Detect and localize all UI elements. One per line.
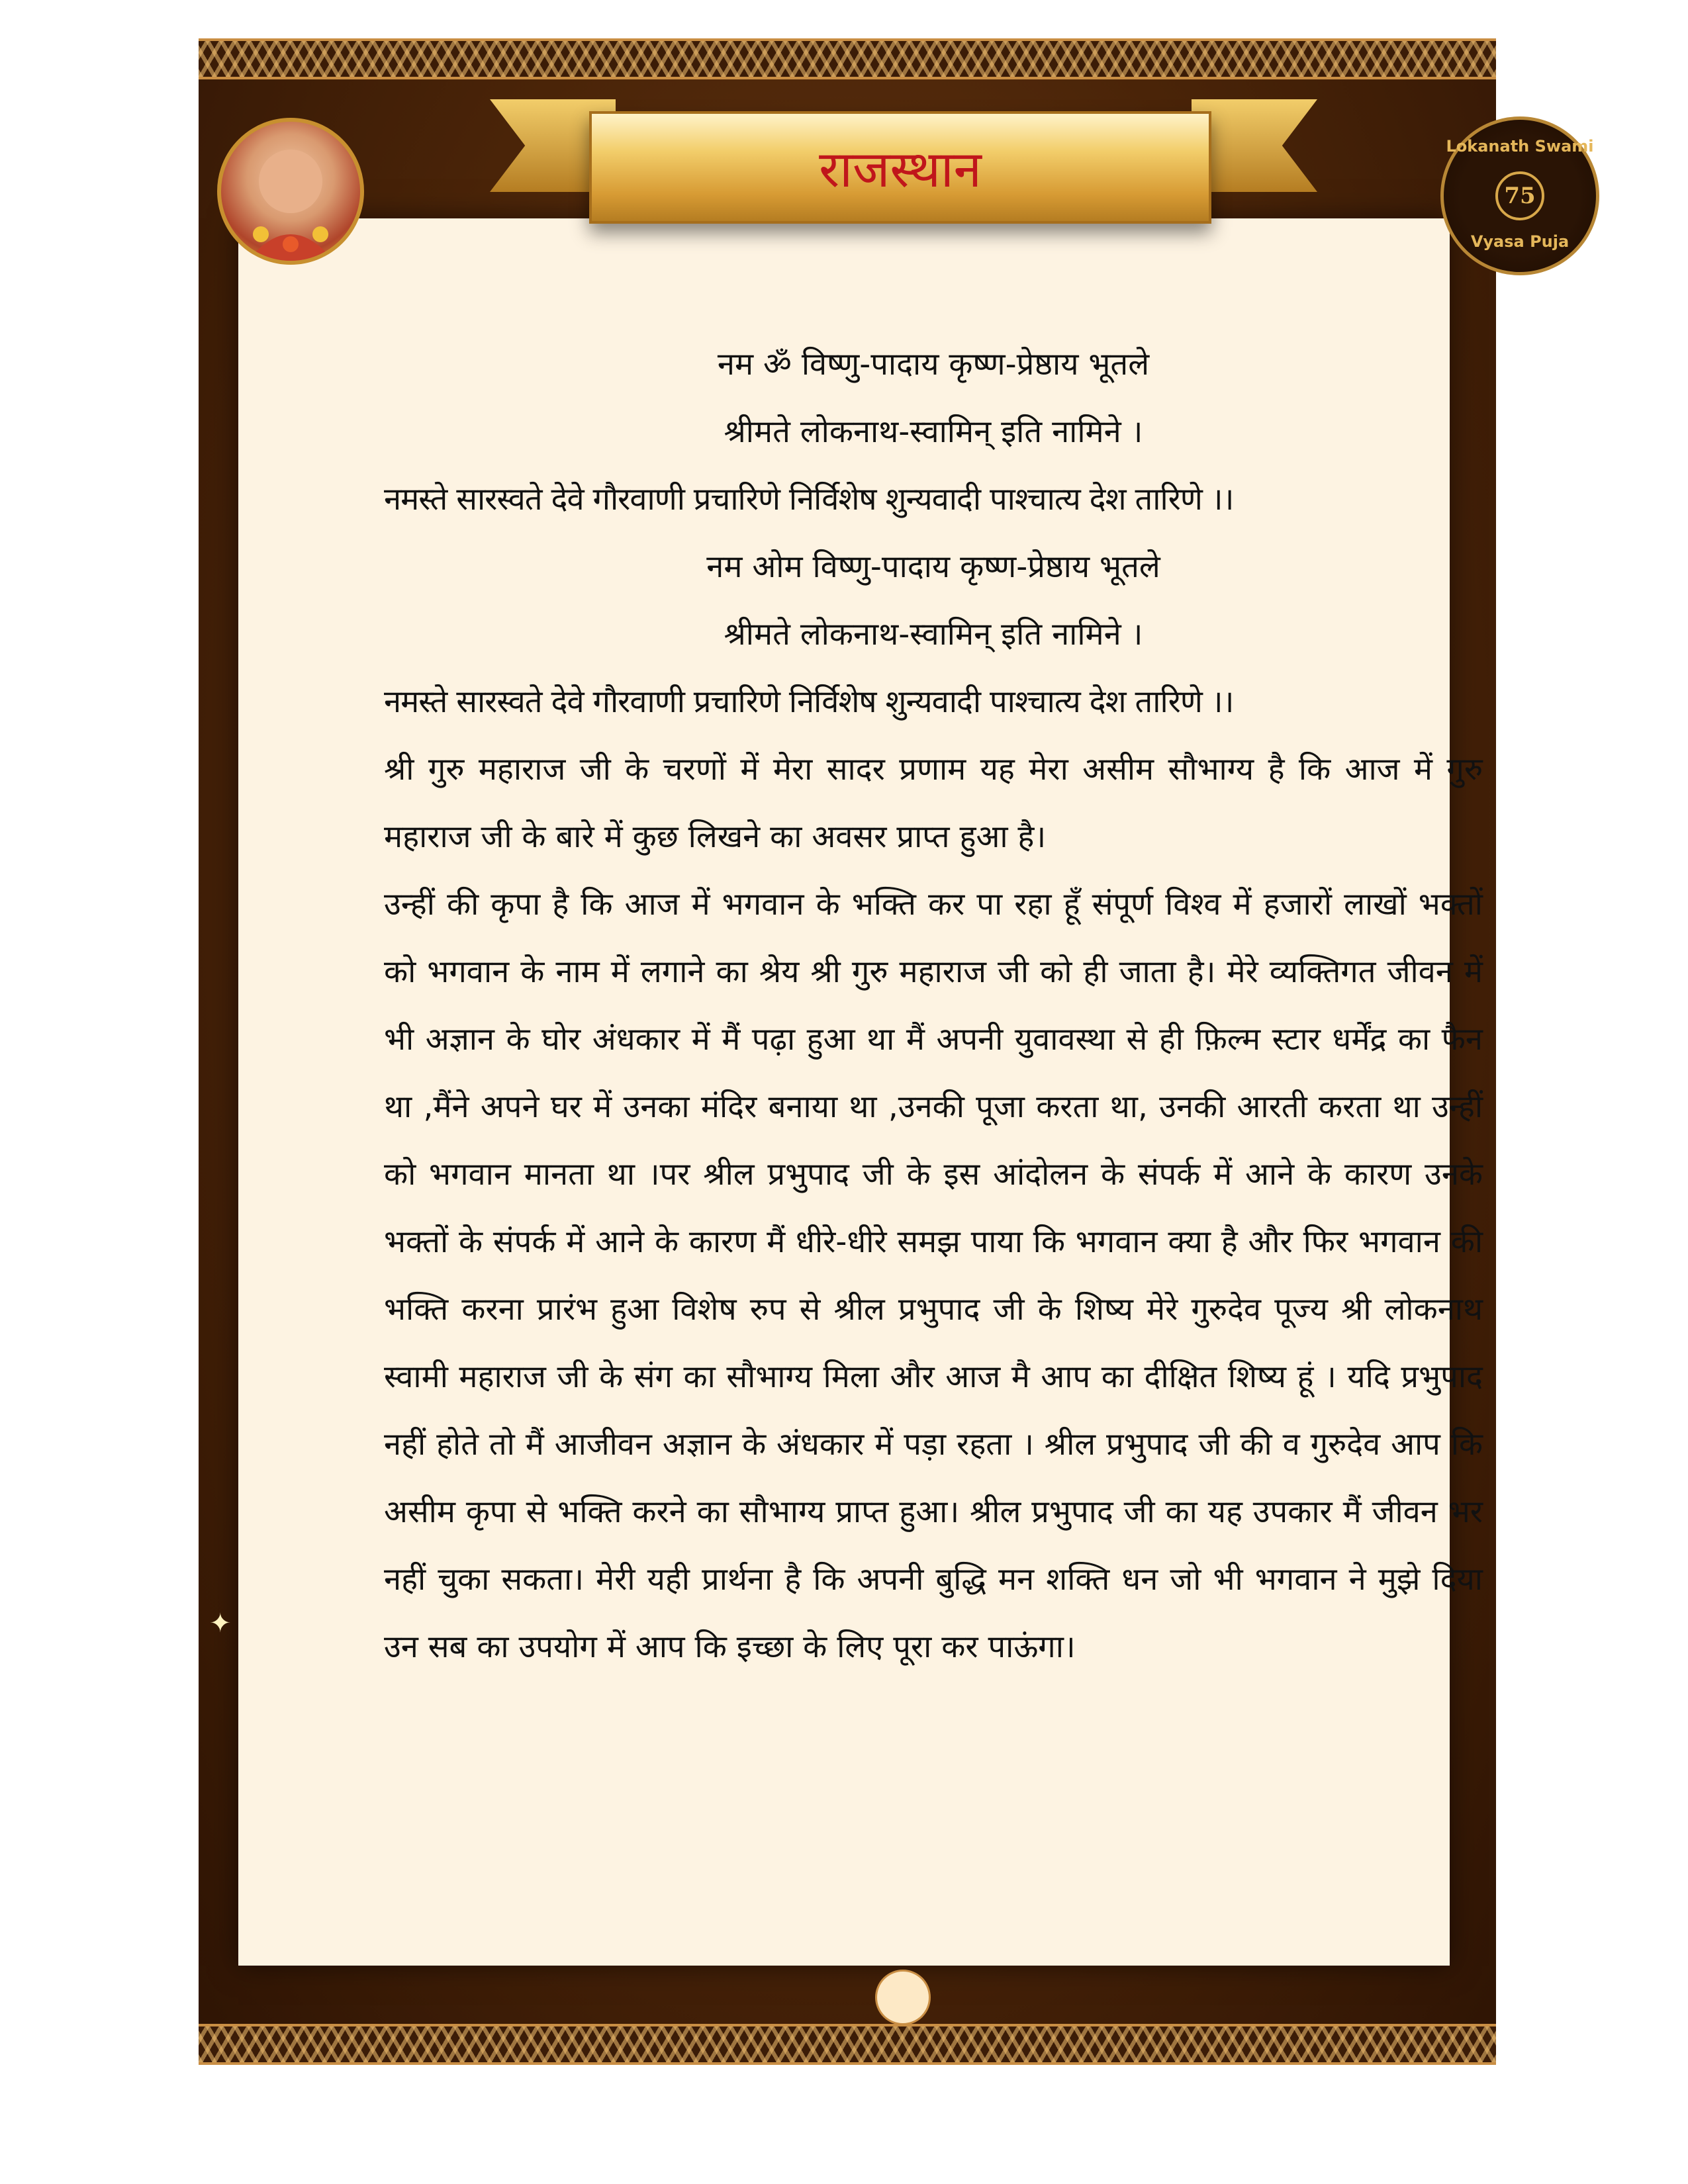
- verse-line-5: श्रीमते लोकनाथ-स्वामिन् इति नामिने ।: [724, 616, 1143, 653]
- guru-portrait-avatar: [217, 118, 364, 265]
- verse-line-3: नमस्ते सारस्वते देवे गौरवाणी प्रचारिणे निर्विशेष शुन्यवादी पाश्चात्य देश तारिणे ।।: [384, 481, 1234, 518]
- verse-line-4: नम ओम विष्णु-पादाय कृष्ण-प्रेष्ठाय भूतले: [706, 549, 1160, 585]
- paragraph-2: उन्हीं की कृपा है कि आज में भगवान के भक्ति कर पा रहा हूँ संपूर्ण विश्व में हजारों लाखों भक्तों को भगवान के नाम में लगाने का श्रेय श्री गुरु महाराज जी को ही जाता है। मेरे व्यक्तिगत जीवन में भी अज्ञान के घोर अंधकार में मैं पढ़ा हुआ था मैं अपनी युवावस्था से ही फ़िल्म स्टार धर्मेंद्र का फैन था ,मैंने अपने घर में उनका मंदिर बनाया था ,उनकी पूजा करता था, उनकी आरती करता था उन्हीं को भगवान मानता था ।पर श्रील प्रभुपाद जी के इस आंदोलन के संपर्क में आने के कारण उनके भक्तों के संपर्क में आने के कारण मैं धीरे-धीरे समझ पाया कि भगवान क्या है और फिर भगवान की भक्ति करना प्रारंभ हुआ विशेष रुप से श्रील प्रभुपाद जी के शिष्य मेरे गुरुदेव पूज्य श्री लोकनाथ स्वामी महाराज जी के संग का सौभाग्य मिला और आज मै आप का दीक्षित शिष्य हूं । यदि प्रभुपाद नहीं होते तो मैं आजीवन अज्ञान के अंधकार में पड़ा रहता । श्रील प्रभुपाद जी की व गुरुदेव आप कि असीम कृपा से भक्ति करने का सौभाग्य प्राप्त हुआ। श्रील प्रभुपाद जी का यह उपकार मैं जीवन भर नहीं चुका सकता। मेरी यही प्रार्थना है कि अपनी बुद्धि मन शक्ति धन जो भी भगवान ने मुझे दिया उन सब का उपयोग में आप कि इच्छा के लिए पूरा कर पाऊंगा।: [384, 886, 1483, 1665]
- title-banner: [589, 111, 1211, 224]
- verse-line-6: नमस्ते सारस्वते देवे गौरवाणी प्रचारिणे निर्विशेष शुन्यवादी पाश्चात्य देश तारिणे ।।: [384, 684, 1234, 720]
- sparkle-icon: ✦: [209, 1608, 232, 1639]
- seal-bottom-text: Vyasa Puja: [1470, 232, 1570, 251]
- page-marker-circle: [875, 1970, 931, 2025]
- verse-line-1: नम ॐ विष्णु-पादाय कृष्ण-प्रेष्ठाय भूतले: [717, 346, 1150, 383]
- portrait-icon: [221, 122, 360, 261]
- verse-line-2: श्रीमते लोकनाथ-स्वामिन् इति नामिने ।: [724, 414, 1143, 450]
- seal-top-text: Lokanath Swami: [1446, 137, 1594, 156]
- seal-number: 75: [1495, 171, 1544, 220]
- page-title: राजस्थान: [819, 139, 982, 199]
- ornamental-border-top: [199, 38, 1496, 79]
- paragraph-1: श्री गुरु महाराज जी के चरणों में मेरा सादर प्रणाम यह मेरा असीम सौभाग्य है कि आज में गुरु महाराज जी के बारे में कुछ लिखने का अवसर प्राप्त हुआ है।: [384, 751, 1483, 855]
- article-body: [384, 331, 1483, 1681]
- vyasa-puja-seal-logo: [1440, 116, 1599, 275]
- ornamental-border-bottom: [199, 2024, 1496, 2065]
